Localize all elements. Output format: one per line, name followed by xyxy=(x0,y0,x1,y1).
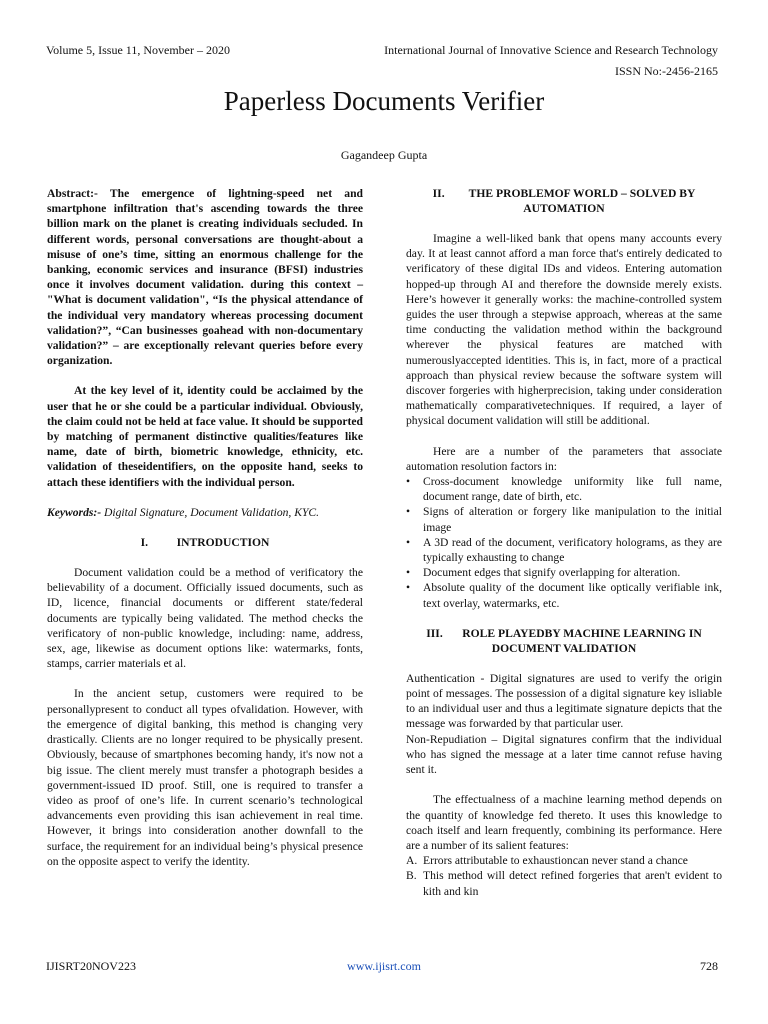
list-item: • Absolute quality of the document like optically verifiable ink, text overlay, watermarks, etc. xyxy=(406,580,722,610)
footer-page-number: 728 xyxy=(700,959,718,973)
authentication-paragraph: Authentication - Digital signatures are used to verify the origin point of messages. The possession of a digital signature key isliable to an individual user and thus a legitimate signature depicts that the message was forwarded by that particular user. xyxy=(406,671,722,731)
machine-learning-paragraph: The effectualness of a machine learning method depends on the quantity of knowledge fed thereto. It uses this knowledge to coach itself and learn frequently, combining its performance. Here are a number of its salient features: xyxy=(406,793,722,852)
features-list xyxy=(406,853,722,899)
identity-paragraph: At the key level of it, identity could be acclaimed by the user that he or she could be a particular individual. Obviously, the claim could not be held at face value. It should be supported by matching of permanent distinctive qualities/features like name, date of birth, biometric knowledge, ethnicity, etc. validation of theseidentifiers, on the opposite hand, seeks to attach these identifiers with the individual person. xyxy=(47,384,363,489)
list-marker: B. xyxy=(406,869,417,883)
running-head-volume: Volume 5, Issue 11, November – 2020 xyxy=(46,43,230,57)
list-item-text: Errors attributable to exhaustioncan never stand a chance xyxy=(423,854,688,868)
automation-paragraph-2: Here are a number of the parameters that associate automation resolution factors in: xyxy=(406,444,722,473)
parameter-list xyxy=(406,474,722,611)
footer-paper-id: IJISRT20NOV223 xyxy=(46,959,136,973)
abstract-paragraph: Abstract:- The emergence of lightning-speed net and smartphone infiltration that's ascending towards the three billion mark on the planet is creating individuals secluded. In different words, personal conversations are thought-about a misuse of one’s time, sitting an enormous challenge for the banking, economic services and insurance (BFSI) industries once it involves document validation. during this context – "What is document validation", “Is the physical attendance of the individual very mandatory whereas processing document validation?”, “Can businesses goahead with non-documentary validation?” – are exceptionally relevant queries before every organization. xyxy=(47,187,363,368)
list-item: • A 3D read of the document, verificatory holograms, as they are typically exhausting to change xyxy=(406,535,722,565)
paper-title: Paperless Documents Verifier xyxy=(223,86,545,116)
keywords-text: Digital Signature, Document Validation, KYC. xyxy=(104,505,320,519)
section-number: III. xyxy=(426,626,443,640)
right-column xyxy=(406,186,722,899)
section-title: THE PROBLEMOF WORLD – SOLVED BY AUTOMATION xyxy=(468,187,696,215)
left-column xyxy=(47,186,363,869)
intro-paragraph-1: Document validation could be a method of verificatory the believability of a document. Officially issued documents, such as ID, licence, financial documents or different state/federal documents are typically being validated. The method checks the verificatory of non-public knowledge, including: name, address, sex, age, likewise as document options like: watermarks, fonts, stamps, carrier materials et al. xyxy=(47,566,363,671)
list-item xyxy=(406,853,722,868)
automation-paragraph-1: Imagine a well-liked bank that opens many accounts every day. It at least cannot afford a man force that's entirely dedicated to verificatory of these digital IDs and videos. Entering automation hopped-up through AI and therefore the downside merely exists. Here’s however it generally works: the machine-controlled system guides the user through a stepwise approach, whereas at the same time conducting the validation method within the background wherever the physical features are matched with numerouslyaccepted identities. This is, in fact, more of a practical approach than physical review because the software system will discover forgeries with higherprecision, taking under consideration mathematically comparativetechniques. If required, a layer of physical document validation will still be additional. xyxy=(406,232,722,428)
keywords-label: Keywords:- xyxy=(47,505,102,519)
list-item-text: This method will detect refined forgeries that aren't evident to kith and kin xyxy=(423,869,722,898)
section-number: II. xyxy=(432,187,445,200)
list-item: • Cross-document knowledge uniformity like full name, document range, date of birth, etc. xyxy=(406,474,722,504)
list-item xyxy=(406,868,722,898)
keywords-line xyxy=(47,505,363,520)
list-marker: A. xyxy=(406,854,418,868)
footer-website-link[interactable]: www.ijisrt.com xyxy=(347,959,421,973)
author-name: Gagandeep Gupta xyxy=(340,148,428,162)
section-number: I. xyxy=(140,536,149,550)
non-repudiation-paragraph: Non-Repudiation – Digital signatures confirm that the individual who has signed the message at a later time cannot refuse having sent it. xyxy=(406,732,722,777)
section-heading-automation xyxy=(406,186,722,216)
intro-paragraph-2: In the ancient setup, customers were required to be personallypresent to conduct all types ofvalidation. However, with the emergence of digital banking, this method is changing very drastically. Clients are no longer required to be physically present. Obviously, because of smartphones becoming handy, it's now not a big issue. The client merely must transfer a photograph besides a government-issued ID proof. Still, one is required to transfer a video as proof of one’s life. In current scenario’s technological advancements even providing this isan achievement in real time. However, it brings into consideration another downfall to the surface, the requirement for an individual being’s physical presence on the opposite aspect to verify the identity. xyxy=(47,687,363,868)
list-item: • Document edges that signify overlapping for alteration. xyxy=(406,565,722,580)
section-heading-introduction xyxy=(47,535,363,550)
list-item: • Signs of alteration or forgery like manipulation to the initial image xyxy=(406,504,722,534)
running-head-journal: International Journal of Innovative Science and Research Technology xyxy=(384,43,718,57)
section-title: ROLE PLAYEDBY MACHINE LEARNING IN DOCUMENT VALIDATION xyxy=(462,626,702,655)
issn-line: ISSN No:-2456-2165 xyxy=(614,64,718,78)
section-heading-machine-learning xyxy=(406,626,722,656)
section-title: INTRODUCTION xyxy=(176,536,270,550)
